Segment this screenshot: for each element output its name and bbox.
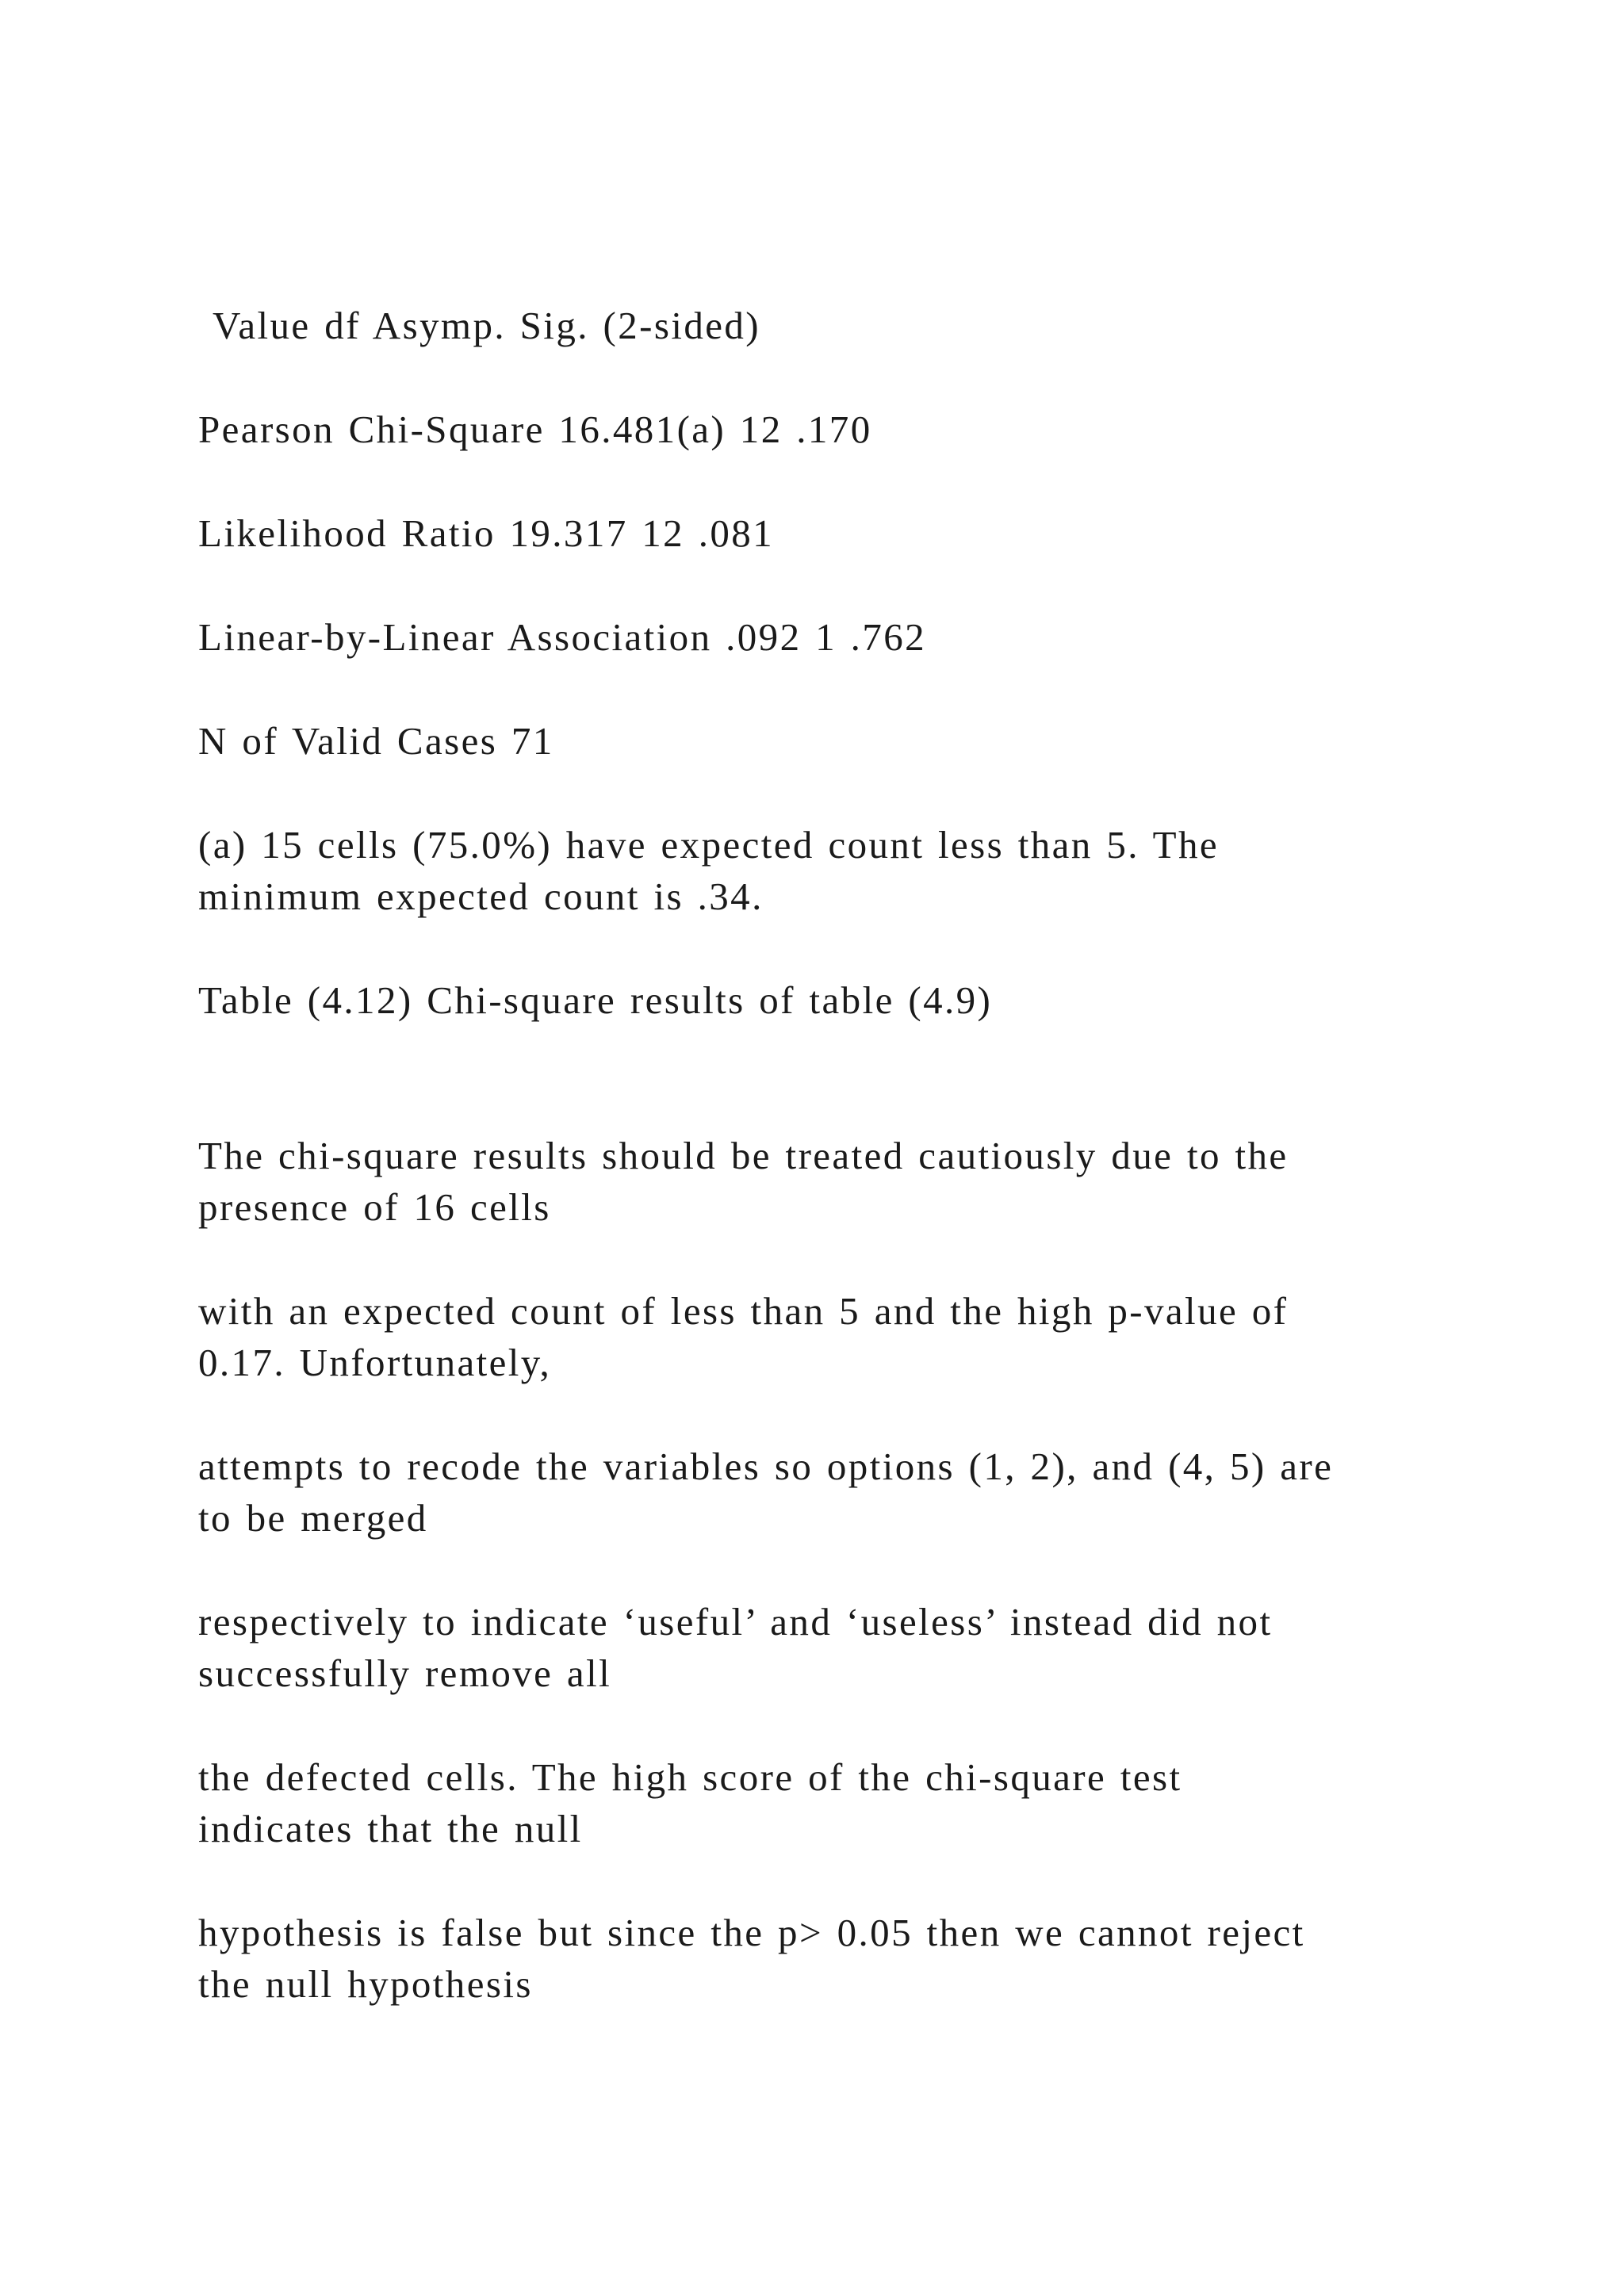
table-row-pearson-chi-square: Pearson Chi-Square 16.481(a) 12 .170 (198, 408, 872, 451)
table-caption: Table (4.12) Chi-square results of table (4.9) (198, 978, 993, 1022)
body-paragraph-2: with an expected count of less than 5 and the high p-value of 0.17. Unfortunately, (198, 1289, 1289, 1384)
body-paragraph-1: The chi-square results should be treated cautiously due to the presence of 16 cells (198, 1134, 1289, 1229)
body-paragraph-4: respectively to indicate ‘useful’ and ‘useless’ instead did not successfully remove all (198, 1600, 1273, 1695)
table-footnote: (a) 15 cells (75.0%) have expected count less than 5. The minimum expected count is .34. (198, 823, 1220, 918)
body-paragraph-3: attempts to recode the variables so options (1, 2), and (4, 5) are to be merged (198, 1445, 1334, 1540)
body-paragraph-6: hypothesis is false but since the p> 0.05 then we cannot reject the null hypothesis (198, 1911, 1305, 2006)
body-paragraph-5: the defected cells. The high score of the chi-square test indicates that the null (198, 1755, 1182, 1850)
table-row-valid-cases: N of Valid Cases 71 (198, 719, 554, 763)
table-header-row: Value df Asymp. Sig. (2-sided) (213, 304, 760, 347)
document-body (198, 300, 1483, 2062)
table-row-likelihood-ratio: Likelihood Ratio 19.317 12 .081 (198, 511, 775, 555)
table-row-linear-by-linear: Linear-by-Linear Association .092 1 .762 (198, 615, 927, 659)
